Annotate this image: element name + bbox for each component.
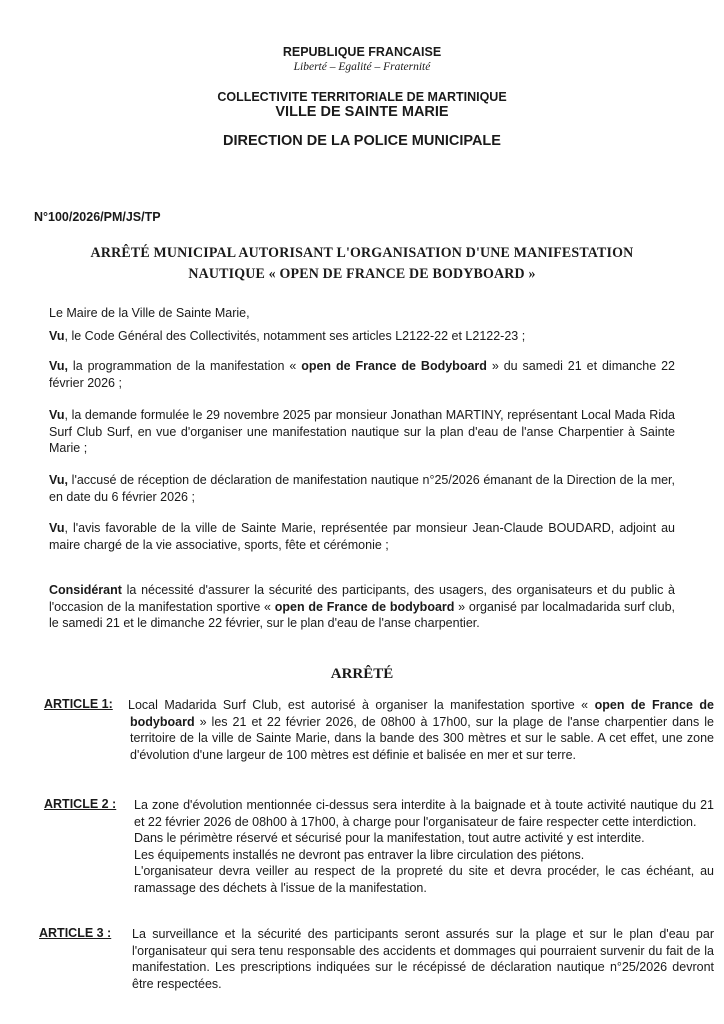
article-2-paragraph: Les équipements installés ne devront pas entraver la libre circulation des piétons. (134, 847, 585, 862)
considerant-lead: Considérant (49, 583, 122, 597)
article-3-body: La surveillance et la sécurité des participants seront assurés sur la plage et sur le plan d'eau par l'organisateur qui sera tenu responsable des accidents et dommages qui pourraient survenir du fait de la manifestation. Les prescriptions indiquées sur le récépissé de déclaration nautique n°25/2026 devront être respectées. (132, 927, 714, 991)
vu-text: , l'avis favorable de la ville de Sainte Marie, représentée par monsieur Jean-Claude BOUDARD, adjoint au maire chargé de la vie associative, sports, fête et cérémonie ; (49, 521, 675, 552)
vu-lead: Vu, (49, 359, 68, 373)
considerant-text: » organisé par localmadarida surf club, le samedi 21 et le dimanche 22 février, sur le plan d'eau de l'anse charpentier. (49, 599, 676, 630)
vu-clause-2 (49, 358, 675, 391)
article-2-paragraph: Dans le périmètre réservé et sécurisé pour la manifestation, tout autre activité y est interdite. (134, 831, 645, 845)
decree-reference: N°100/2026/PM/JS/TP (34, 210, 161, 224)
article-1-label: ARTICLE 1: (44, 697, 113, 711)
vu-lead: Vu (49, 521, 65, 535)
event-name: open de France de bodyboard (130, 698, 714, 729)
vu-text: , la demande formulée le 29 novembre 2025 par monsieur Jonathan MARTINY, représentant Local Mada Rida Surf Club Surf, en vue d'organiser une manifestation nautique sur la plan d'eau de l'anse Charpentier à Sainte Marie ; (49, 408, 675, 455)
decree-title (25, 243, 698, 285)
article-2-body (134, 797, 714, 896)
collectivity-heading: COLLECTIVITE TERRITORIALE DE MARTINIQUE (217, 90, 507, 104)
event-name: open de France de Bodyboard (301, 359, 487, 373)
decree-title-line-2: NAUTIQUE « OPEN DE FRANCE DE BODYBOARD » (188, 266, 536, 282)
republic-motto: Liberté – Egalité – Fraternité (293, 61, 431, 73)
article-2-paragraph: La zone d'évolution mentionnée ci-dessus sera interdite à la baignade et à toute activité nautique du 21 et 22 février 2026 de 08h00 à 17h00, à charge pour l'organisateur de faire respecter cette interdiction. (134, 798, 714, 829)
city-heading: VILLE DE SAINTE MARIE (275, 104, 449, 120)
arrete-heading: ARRÊTÉ (330, 666, 394, 682)
vu-text: la programmation de la manifestation « (67, 359, 302, 373)
decree-title-line-1: ARRÊTÉ MUNICIPAL AUTORISANT L'ORGANISATION D'UNE MANIFESTATION (90, 245, 634, 261)
article-1-body (130, 697, 714, 763)
event-name: open de France de bodyboard (274, 599, 455, 614)
considerant-clause (49, 582, 675, 632)
vu-lead: Vu, (49, 473, 68, 487)
vu-clause-1 (49, 328, 675, 345)
vu-lead: Vu (49, 329, 65, 343)
article-text: » les 21 et 22 février 2026, de 08h00 à 17h00, sur la plage de l'anse charpentier dans le territoire de la ville de Sainte Marie, dans la bande des 300 mètres et sur le sable. A cet effet, une zone d'évolution d'une largeur de 100 mètres est définie et balisée en mer et sur terre. (130, 714, 714, 762)
vu-text: » du samedi 21 et dimanche 22 février 2026 ; (49, 359, 675, 390)
vu-text: l'accusé de réception de déclaration de manifestation nautique n°25/2026 émanant de la Direction de la mer, en date du 6 février 2026 ; (49, 473, 675, 504)
mayor-line: Le Maire de la Ville de Sainte Marie, (49, 306, 250, 320)
article-text: Local Madarida Surf Club, est autorisé à organiser la manifestation sportive « (128, 698, 595, 712)
vu-clause-4 (49, 472, 675, 505)
vu-lead: Vu (49, 408, 65, 422)
vu-clause-5 (49, 520, 675, 553)
article-3-label: ARTICLE 3 : (39, 926, 112, 940)
article-2-label: ARTICLE 2 : (44, 797, 117, 811)
considerant-text: la nécessité d'assurer la sécurité des participants, des usagers, des organisateurs et du public à l'occasion de la manifestation sportive « (49, 583, 675, 614)
article-2-paragraph: L'organisateur devra veiller au respect de la propreté du site et devra procéder, le cas échéant, au ramassage des déchets à l'issue de la manifestation. (134, 864, 714, 895)
direction-heading: DIRECTION DE LA POLICE MUNICIPALE (223, 133, 501, 149)
vu-clause-3 (49, 407, 675, 457)
republic-heading: REPUBLIQUE FRANCAISE (282, 45, 442, 59)
vu-text: , le Code Général des Collectivités, notamment ses articles L2122-22 et L2122-23 ; (64, 329, 526, 343)
